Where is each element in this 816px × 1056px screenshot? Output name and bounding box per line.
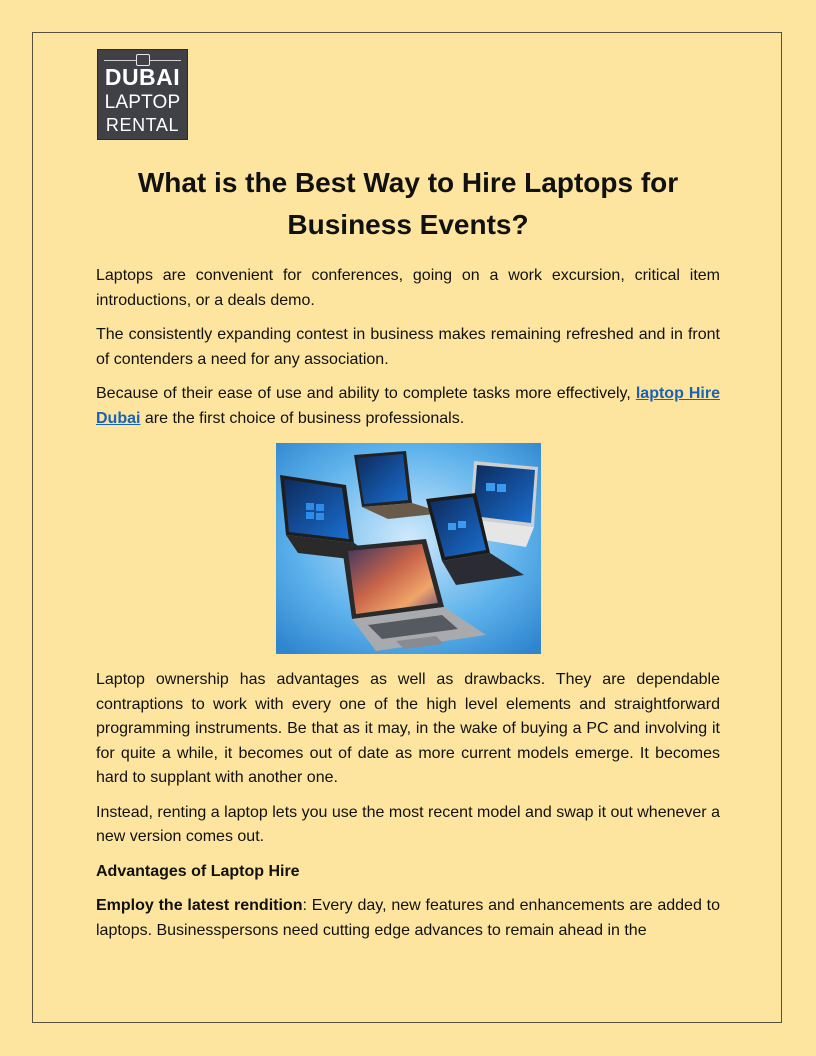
paragraph-competition: The consistently expanding contest in business makes remaining refreshed and in front of contenders a need for any association. — [96, 326, 720, 368]
paragraph-intro: Laptops are convenient for conferences, going on a work excursion, critical item introductions, or a deals demo. — [96, 267, 720, 309]
laptop-hire-dubai-link[interactable]: laptop Hire Dubai — [96, 385, 720, 427]
paragraph-renting: Instead, renting a laptop lets you use the most recent model and swap it out whenever a new version comes out. — [96, 803, 720, 845]
paragraph-latest-rendition — [96, 894, 720, 943]
paragraph-ownership: Laptop ownership has advantages as well as drawbacks. They are dependable contraptions to work with every one of the high level elements and straightforward programming instruments. Be that as it may, in the wake of buying a PC and involving it for quite a while, it becomes out of date as more current models emerge. It becomes hard to supplant with another one. — [96, 671, 720, 786]
company-logo — [97, 49, 188, 140]
latest-rendition-text: : Every day, new features and enhancements are added to laptops. Businesspersons need cutting edge advances to remain ahead in the — [96, 897, 721, 939]
document-body — [96, 162, 720, 953]
logo-text-line1: DUBAI — [104, 64, 181, 90]
paragraph-choice — [96, 382, 720, 431]
page-title: What is the Best Way to Hire Laptops for Business Events? — [137, 167, 679, 240]
latest-rendition-label: Employ the latest rendition — [96, 897, 303, 914]
paragraph-choice-text-before: Because of their ease of use and ability to complete tasks more effectively, — [96, 385, 636, 402]
logo-text-line3: RENTAL — [105, 115, 180, 135]
section-heading-advantages: Advantages of Laptop Hire — [96, 862, 300, 880]
laptops-photo — [276, 443, 541, 654]
logo-text-line2: LAPTOP — [104, 92, 181, 113]
paragraph-choice-text-after: are the first choice of business professionals. — [140, 409, 465, 427]
